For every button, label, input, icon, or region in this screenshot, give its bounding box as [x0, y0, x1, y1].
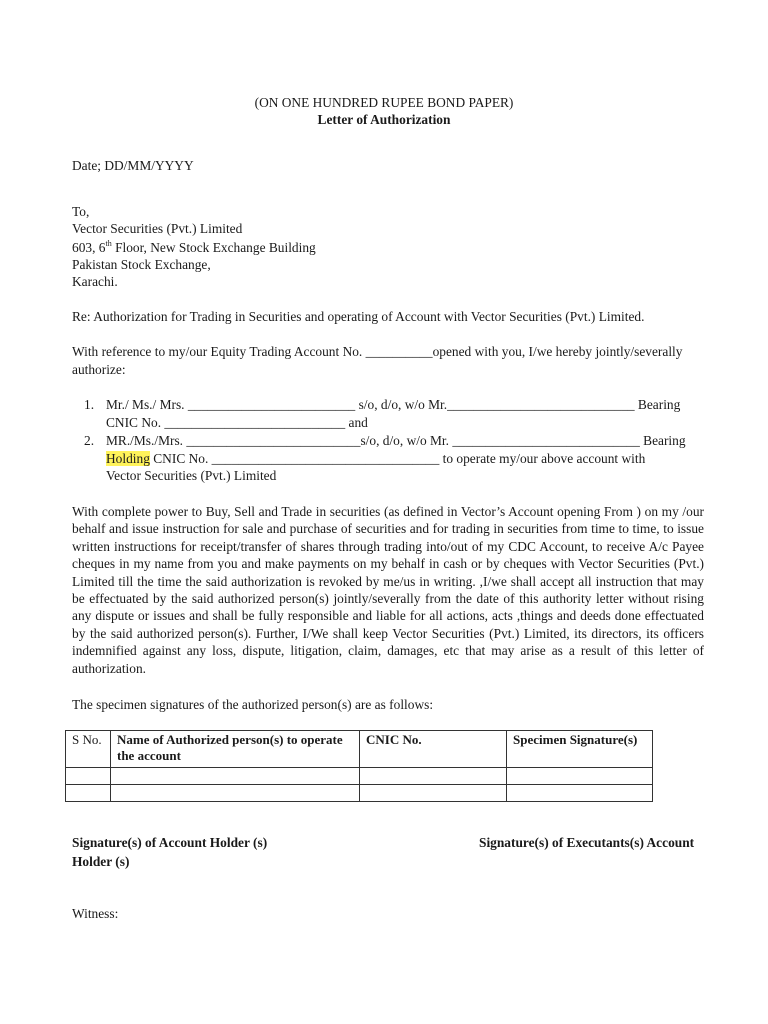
executant-signature-label: Signature(s) of Executants(s) Account	[479, 835, 695, 850]
list-item-1-line-2: CNIC No. ___________________________ and	[106, 415, 368, 430]
address-city: Karachi.	[72, 274, 118, 289]
header-specimen-signature: Specimen Signature(s)	[507, 731, 653, 768]
highlighted-word: Holding	[106, 451, 150, 466]
letter-title: Letter of Authorization	[317, 112, 451, 127]
header-authorized-name: Name of Authorized person(s) to operate the account	[111, 731, 360, 768]
table-cell[interactable]	[507, 785, 653, 802]
subject-line: Re: Authorization for Trading in Securities and operating of Account with Vector Securities (Pvt.) Limited.	[72, 309, 645, 324]
table-row	[66, 785, 653, 802]
address-exchange: Pakistan Stock Exchange,	[72, 257, 211, 272]
table-row	[66, 768, 653, 785]
address-to: To,	[72, 204, 90, 219]
authorization-power-paragraph: With complete power to Buy, Sell and Trade in securities (as defined in Vector’s Account opening From ) on my /our behalf and issue instruction for sale and purchase of securities and for trading in securities from time to time, to issue written instructions for receipt/transfer of shares through trading into/out of my CDC Account, to receive A/c Payee cheques in my name from you and make payments on my behalf in cash or by cheques with Vector Securities (Pvt.) Limited till the time the said authorization is revoked by me/us in writing. ,I/we shall accept all instruction that may be effectuated by the said authorized person(s) jointly/severally from the date of this authority letter without rising any dispute or issues and shall be fully responsible and liable for all actions, acts ,things and deeds done effectuated by the said authorized person(s). Further, I/We shall keep Vector Securities (Pvt.) Limited, its directors, its officers indemnified against any loss, dispute, litigation, claim, damages, etc that may arise as a result of this letter of authorization.	[72, 504, 704, 676]
specimen-intro: The specimen signatures of the authorized person(s) are as follows:	[72, 697, 434, 712]
table-cell[interactable]	[360, 785, 507, 802]
header-cnic: CNIC No.	[360, 731, 507, 768]
address-floor-building: Floor, New Stock Exchange Building	[111, 240, 316, 255]
list-item-2-line-2	[106, 451, 645, 467]
table-cell[interactable]	[66, 768, 111, 785]
table-cell[interactable]	[360, 768, 507, 785]
list-item-2-line-1: MR./Ms./Mrs. __________________________s/o, d/o, w/o Mr. ____________________________ Bearing	[106, 433, 686, 448]
specimen-signature-table	[65, 730, 653, 802]
address-floor-suffix: th	[105, 239, 112, 248]
table-cell[interactable]	[507, 768, 653, 785]
header-serial-number: S No.	[66, 731, 111, 768]
list-item-2-line-2-rest: CNIC No. __________________________________ to operate my/our above account with	[149, 451, 646, 466]
list-item-1-line-1: Mr./ Ms./ Mrs. _________________________ s/o, d/o, w/o Mr.____________________________ Bearing	[106, 397, 681, 412]
reference-line-1: With reference to my/our Equity Trading Account No. __________opened with you, I/we hereby jointly/severally	[72, 344, 683, 359]
table-header-row	[66, 731, 653, 768]
bond-paper-note: (ON ONE HUNDRED RUPEE BOND PAPER)	[254, 95, 514, 110]
reference-line-2: authorize:	[72, 362, 126, 377]
address-floor-number: 603, 6	[72, 240, 106, 255]
address-company: Vector Securities (Pvt.) Limited	[72, 221, 243, 236]
table-cell[interactable]	[111, 785, 360, 802]
witness-label: Witness:	[72, 906, 119, 921]
table-cell[interactable]	[111, 768, 360, 785]
account-holder-signature-label: Signature(s) of Account Holder (s)	[72, 835, 268, 850]
date-line: Date; DD/MM/YYYY	[72, 158, 194, 173]
table-cell[interactable]	[66, 785, 111, 802]
address-floor	[72, 239, 316, 256]
list-item-2-line-3: Vector Securities (Pvt.) Limited	[106, 468, 277, 483]
account-holder-signature-label-2: Holder (s)	[72, 854, 130, 869]
list-item-1-number: 1.	[84, 397, 95, 412]
list-item-2-number: 2.	[84, 433, 95, 448]
